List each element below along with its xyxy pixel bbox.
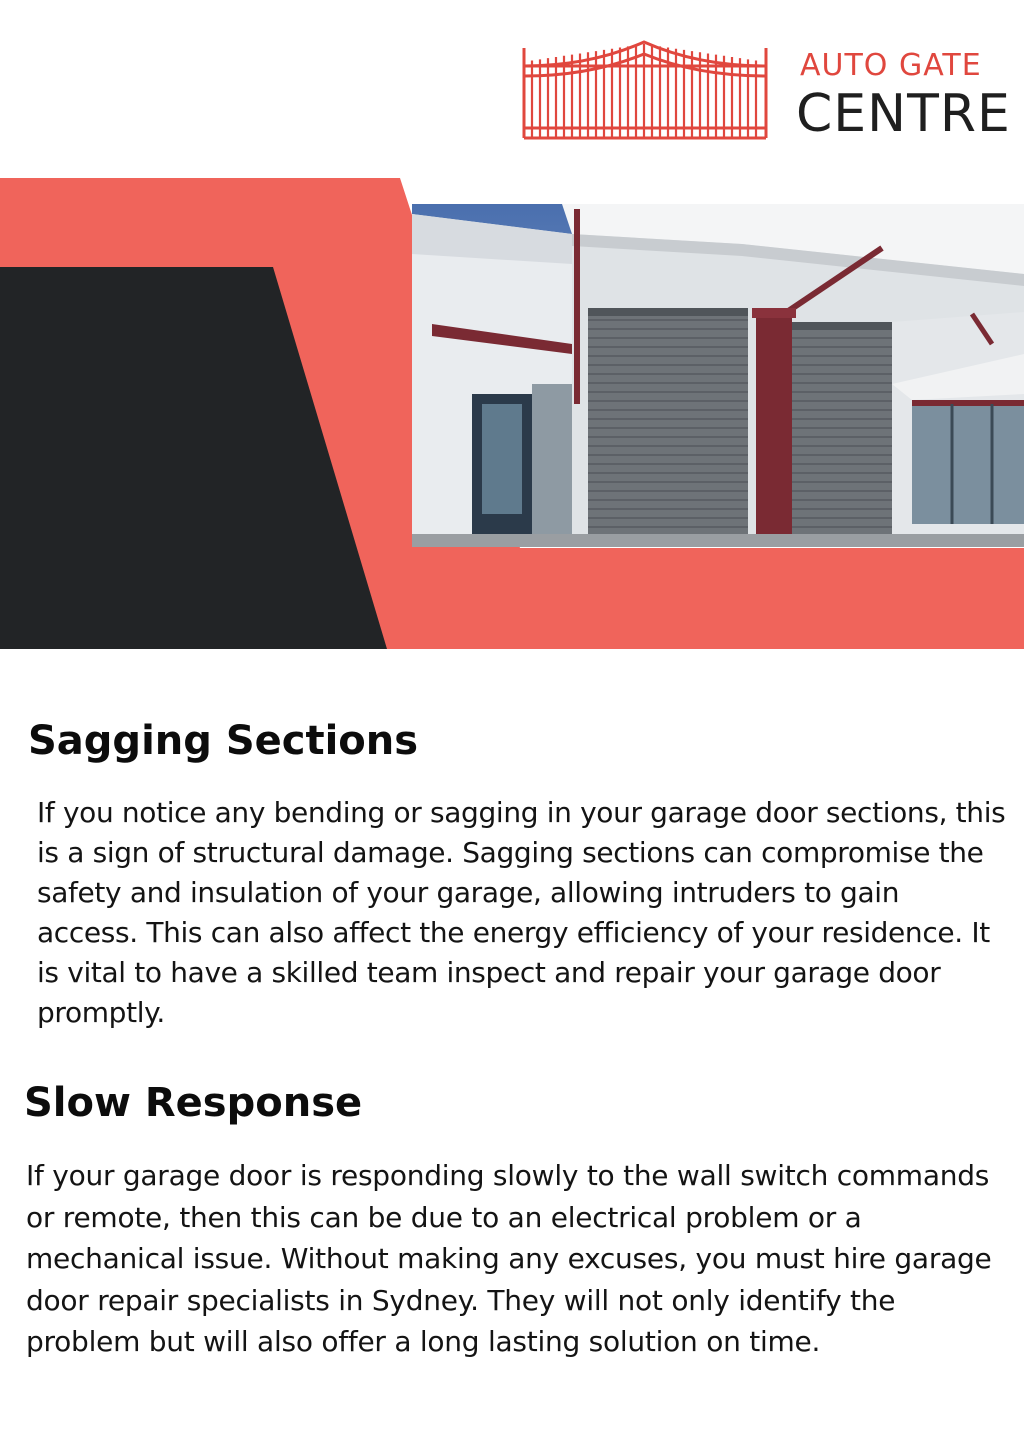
section-body-slow-response: If your garage door is responding slowly to the wall switch commands or remote, then this can be due to an electrical problem or a mechanical issue. Without making any excuses, you must hire garage door repair specialists in Sydney. They will not only identify the problem but will also offer a long lasting solution on time. <box>26 1159 992 1358</box>
company-logo <box>520 36 1010 146</box>
logo-text-auto-gate: AUTO GATE <box>800 48 982 83</box>
hero-banner <box>0 178 1024 649</box>
gate-icon <box>520 36 770 142</box>
garage-building-photo <box>412 204 1024 547</box>
section-title-sagging-sections: Sagging Sections <box>28 718 419 764</box>
logo-text-centre: CENTRE <box>796 84 1011 144</box>
section-title-slow-response: Slow Response <box>24 1080 363 1126</box>
section-body-sagging-sections: If you notice any bending or sagging in your garage door sections, this is a sign of structural damage. Sagging sections can compromise the safety and insulation of your garage, allowing intruders to gain access. This can also affect the energy efficiency of your residence. It is vital to have a skilled team inspect and repair your garage door promptly. <box>37 796 1006 1029</box>
